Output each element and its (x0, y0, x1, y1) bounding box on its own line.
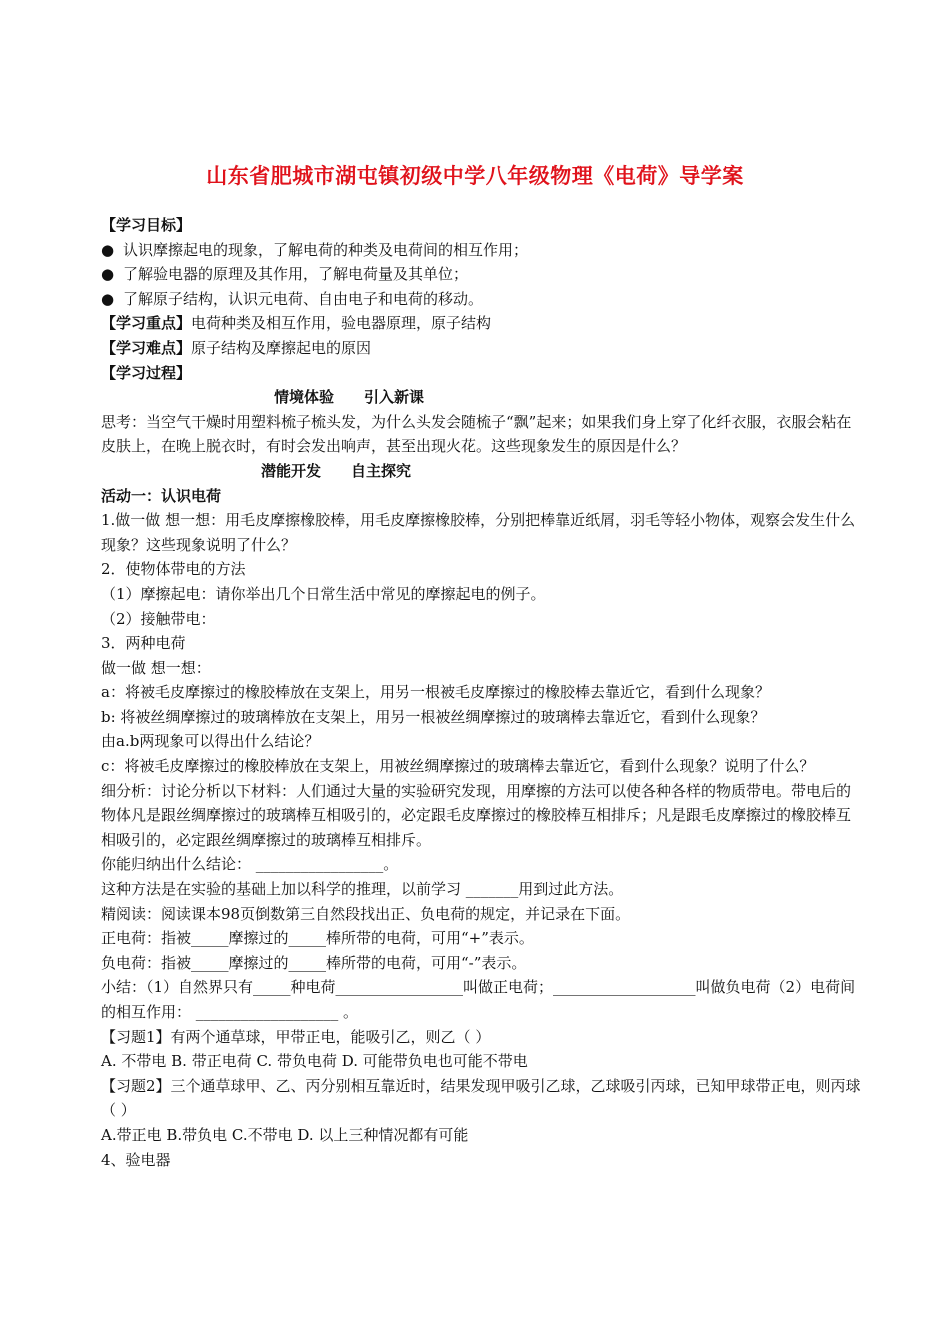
section-heading-1: 情境体验 引入新课 (274, 388, 425, 407)
paragraph: （2）接触带电： (101, 609, 216, 628)
paragraph: c：将被毛皮摩擦过的橡胶棒放在支架上，用被丝绸摩擦过的玻璃棒去靠近它，看到什么现象？说明了什么？ (101, 757, 815, 776)
key-points (101, 311, 861, 336)
key-points-text: 电荷种类及相互作用，验电器原理，原子结构 (191, 314, 492, 333)
paragraph: 细分析：讨论分析以下材料：人们通过大量的实验研究发现，用摩擦的方法可以使各种各样的物质带电。带电后的物体凡是跟丝绸摩擦过的玻璃棒互相吸引的，必定跟毛皮摩擦过的橡胶棒互相排斥；凡是跟毛皮摩擦过的橡胶棒互相吸引的，必定跟丝绸摩擦过的玻璃棒互相排斥。 (101, 781, 852, 849)
paragraph: 这种方法是在实验的基础上加以科学的推理，以前学习 _______用到过此方法。 (101, 880, 624, 899)
objective-item: ● 认识摩擦起电的现象，了解电荷的种类及电荷间的相互作用； (101, 238, 861, 263)
exercise-2-options: A.带正电 B.带负电 C.不带电 D. 以上三种情况都有可能 (101, 1125, 469, 1144)
section-heading-2: 潜能开发 自主探究 (261, 461, 412, 480)
paragraph: 正电荷：指被_____摩擦过的_____棒所带的电荷，可用“+”表示。 (101, 929, 534, 948)
paragraph: b: 将被丝绸摩擦过的玻璃棒放在支架上，用另一根被丝绸摩擦过的玻璃棒去靠近它，看到什么现象？ (101, 707, 766, 726)
exercise-1-options: A. 不带电 B. 带正电荷 C. 带负电荷 D. 可能带负电也可能不带电 (101, 1052, 528, 1071)
paragraph: 小结：（1）自然界只有_____种电荷_________________叫做正电荷；___________________叫做负电荷（2）电荷间的相互作用： ___________________ 。 (101, 978, 856, 1021)
objectives-heading: 【学习目标】 (101, 216, 192, 234)
paragraph: 精阅读：阅读课本98页倒数第三自然段找出正、负电荷的规定，并记录在下面。 (101, 904, 631, 923)
bullet-icon: ● (101, 289, 115, 308)
difficulties-text: 原子结构及摩擦起电的原因 (191, 338, 372, 357)
paragraph: 做一做 想一想： (101, 658, 211, 677)
paragraph: 2．使物体带电的方法 (101, 560, 246, 579)
paragraph: （1）摩擦起电：请你举出几个日常生活中常见的摩擦起电的例子。 (101, 584, 546, 603)
objective-item: ● 了解原子结构，认识元电荷、自由电子和电荷的移动。 (101, 287, 861, 312)
bullet-icon: ● (101, 240, 115, 259)
difficulties (101, 336, 861, 361)
think-paragraph: 思考：当空气干燥时用塑料梳子梳头发，为什么头发会随梳子“飘”起来；如果我们身上穿了化纤衣服，衣服会粘在皮肤上，在晚上脱衣时，有时会发出响声，甚至出现火花。这些现象发生的原因是什么？ (101, 412, 852, 456)
document-body (101, 213, 861, 1172)
exercise-2: 【习题2】三个通草球甲、乙、丙分别相互靠近时，结果发现甲吸引乙球，乙球吸引丙球，已知甲球带正电，则丙球（ ） (101, 1076, 861, 1120)
activity-heading: 活动一：认识电荷 (101, 486, 222, 505)
difficulties-label: 【学习难点】 (101, 338, 192, 357)
paragraph: a：将被毛皮摩擦过的橡胶棒放在支架上，用另一根被毛皮摩擦过的橡胶棒去靠近它，看到什么现象？ (101, 683, 770, 702)
paragraph: 负电荷：指被_____摩擦过的_____棒所带的电荷，可用“-”表示。 (101, 953, 527, 972)
document-title: 山东省肥城市湖屯镇初级中学八年级物理《电荷》导学案 (206, 164, 744, 188)
paragraph: 4、验电器 (101, 1150, 171, 1169)
bullet-icon: ● (101, 265, 115, 284)
objective-item: ● 了解验电器的原理及其作用，了解电荷量及其单位； (101, 262, 861, 287)
paragraph: 3．两种电荷 (101, 634, 186, 653)
key-points-label: 【学习重点】 (101, 314, 192, 333)
process-heading: 【学习过程】 (101, 363, 192, 382)
paragraph: 1.做一做 想一想：用毛皮摩擦橡胶棒，用毛皮摩擦橡胶棒，分别把棒靠近纸屑，羽毛等轻小物体，观察会发生什么现象？这些现象说明了什么？ (101, 511, 856, 554)
paragraph: 由a.b两现象可以得出什么结论？ (101, 732, 320, 751)
paragraph: 你能归纳出什么结论： _________________。 (101, 855, 399, 874)
exercise-1: 【习题1】有两个通草球，甲带正电，能吸引乙，则乙（ ） (101, 1027, 491, 1046)
